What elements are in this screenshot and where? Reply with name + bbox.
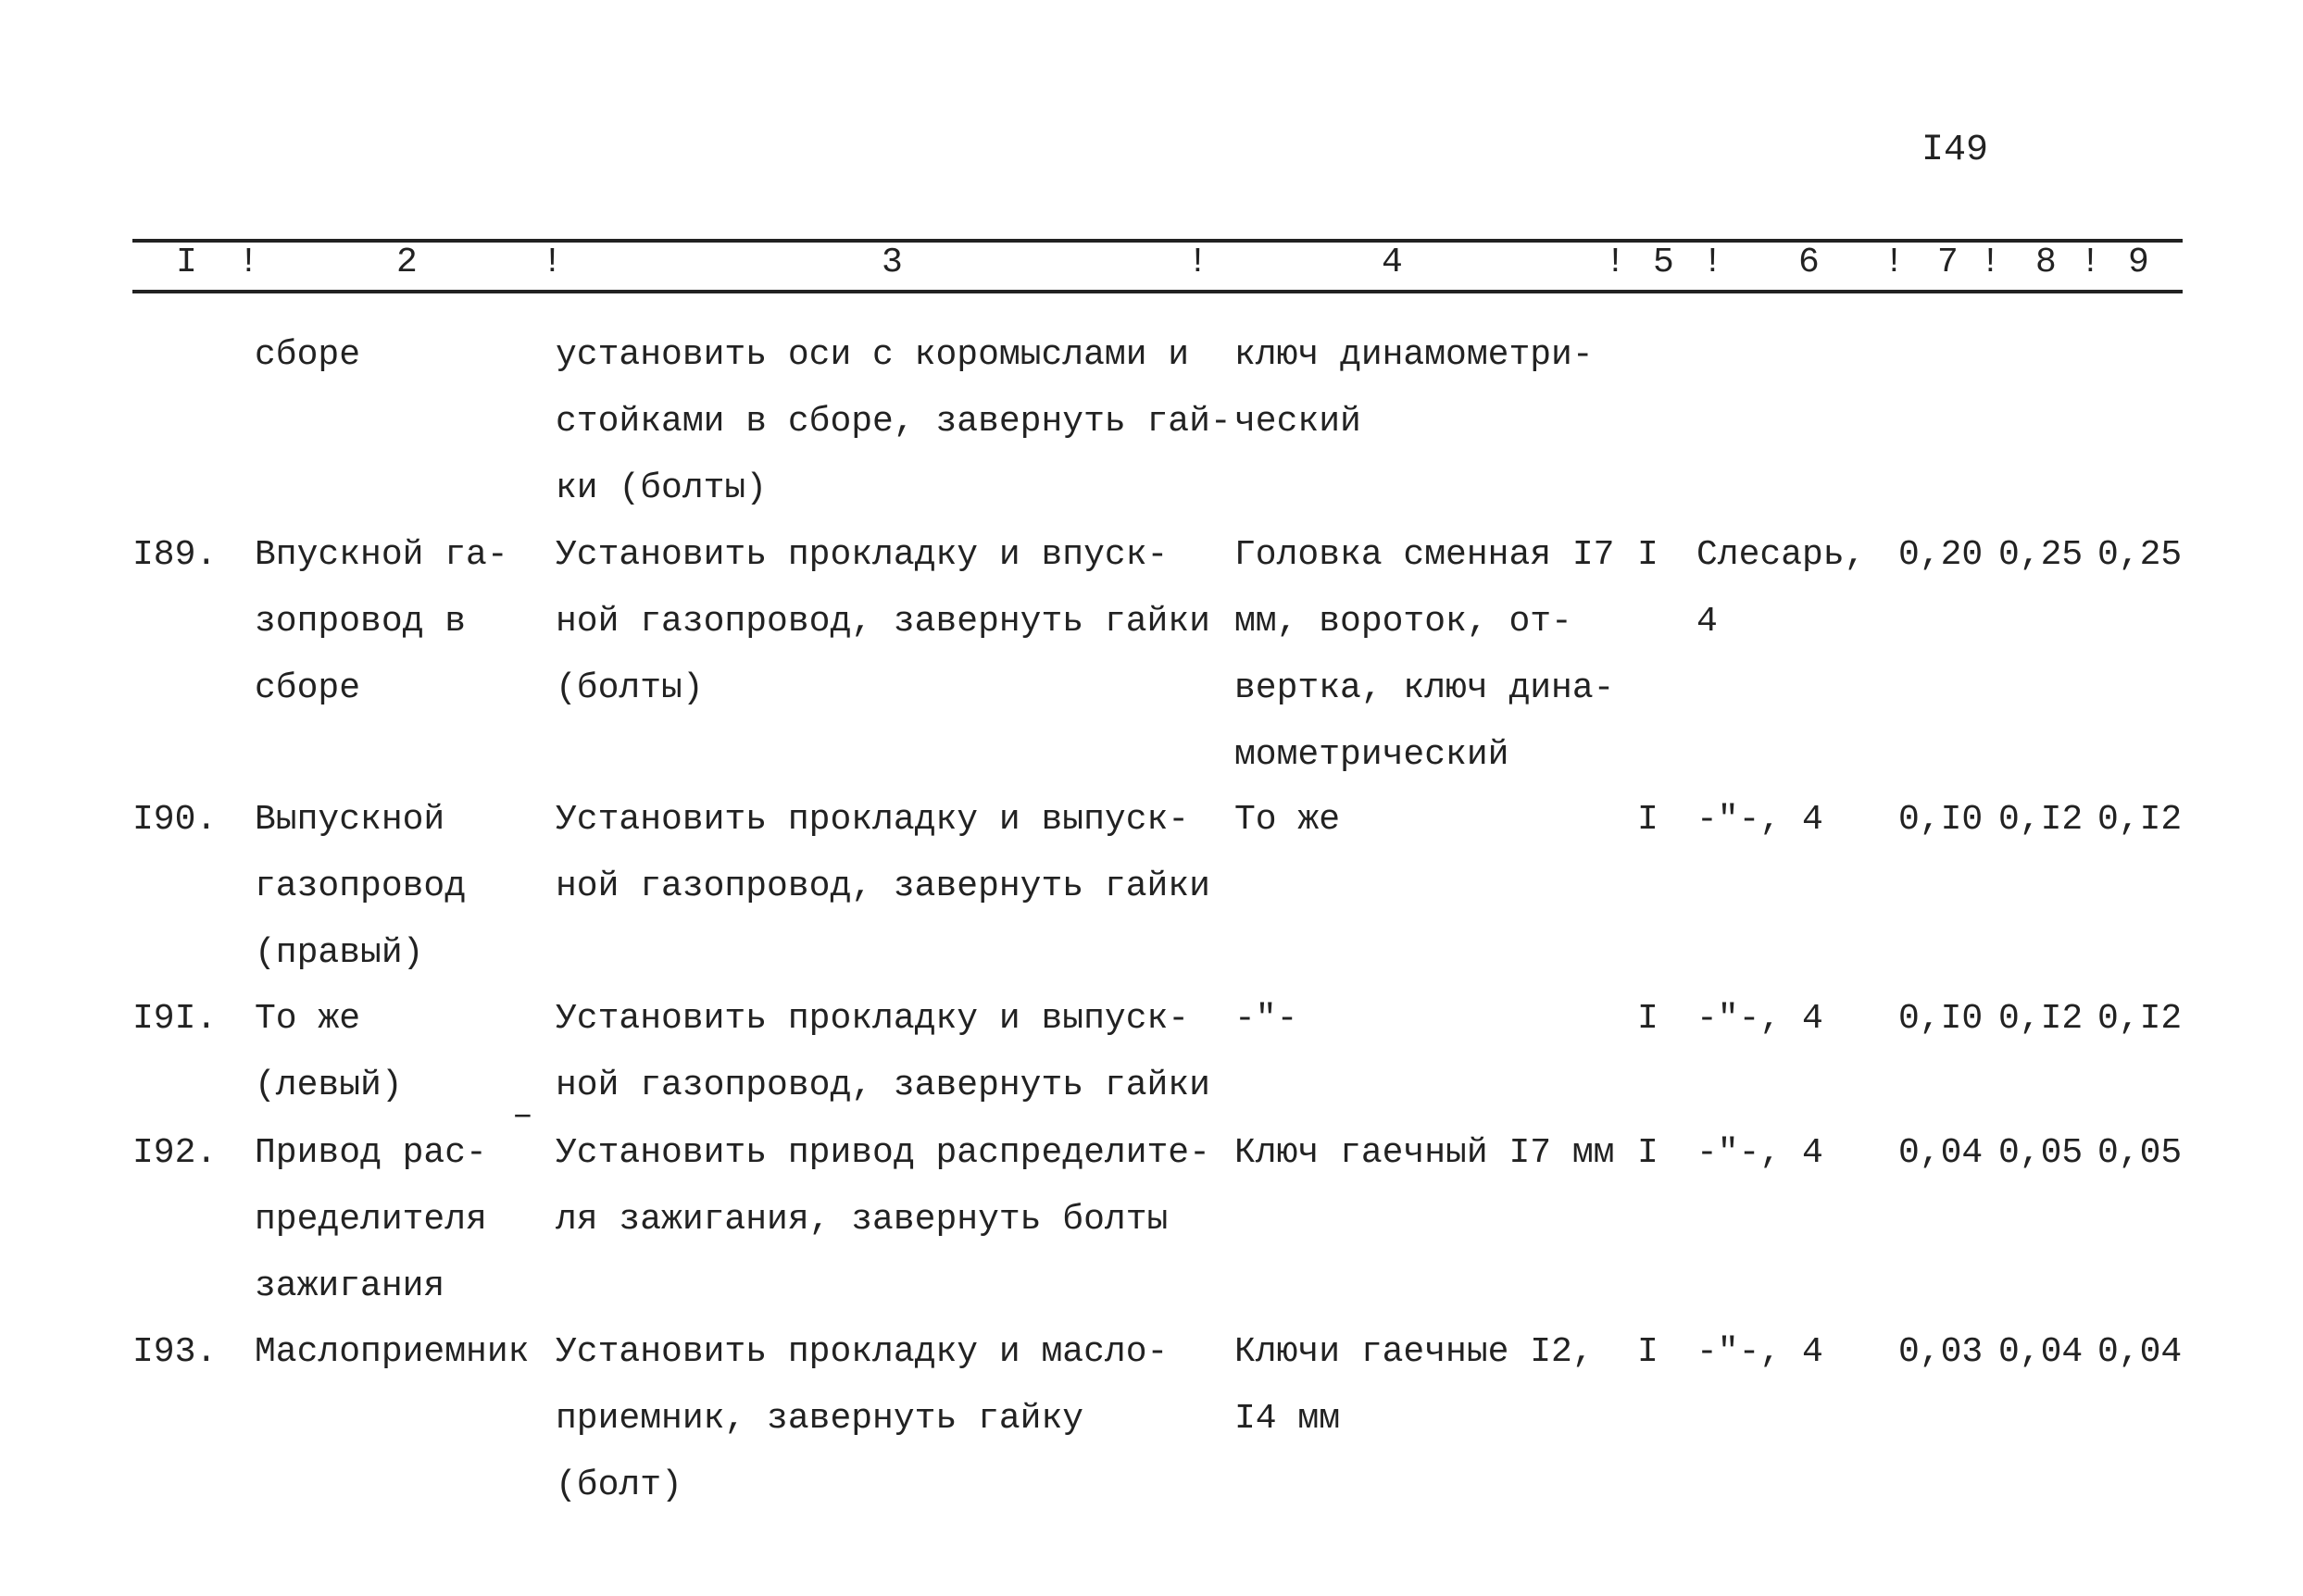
row-col6: -"-, 4 bbox=[1696, 800, 1823, 840]
page-number: I49 bbox=[1921, 130, 1989, 171]
row-col9: 0,25 bbox=[2097, 535, 2183, 575]
row-col8: 0,25 bbox=[1998, 535, 2084, 575]
row-number: I90. bbox=[132, 800, 218, 840]
row-name: Впускной га- зопровод в сборе bbox=[255, 535, 508, 708]
row-col5: I bbox=[1637, 535, 1658, 575]
row-operation: Установить прокладку и впуск- ной газопровод, завернуть гайки (болты) bbox=[556, 535, 1210, 708]
header-col-3: 3 bbox=[882, 243, 903, 282]
row-col5: I bbox=[1637, 1133, 1658, 1173]
row-col7: 0,20 bbox=[1898, 535, 1984, 575]
header-separator: ! bbox=[1884, 243, 1905, 282]
row-name: сборе bbox=[255, 335, 361, 375]
row-name: То же (левый) bbox=[255, 999, 403, 1105]
header-separator: ! bbox=[2080, 243, 2101, 282]
row-tools: -"- bbox=[1234, 999, 1298, 1039]
row-col9: 0,04 bbox=[2097, 1332, 2183, 1372]
header-separator: ! bbox=[542, 243, 563, 282]
header-col-4: 4 bbox=[1382, 243, 1403, 282]
row-tools: Головка сменная I7 мм, вороток, от- вертка, ключ дина- мометрический bbox=[1234, 535, 1615, 775]
header-separator: ! bbox=[1187, 243, 1208, 282]
row-tools: Ключ гаечный I7 мм bbox=[1234, 1133, 1615, 1173]
row-number: I89. bbox=[132, 535, 218, 575]
stray-dash-mark: – bbox=[512, 1096, 533, 1136]
row-col9: 0,I2 bbox=[2097, 800, 2183, 840]
header-separator: ! bbox=[1702, 243, 1723, 282]
row-col6: -"-, 4 bbox=[1696, 1133, 1823, 1173]
row-col8: 0,I2 bbox=[1998, 999, 2084, 1039]
header-col-8: 8 bbox=[2035, 243, 2057, 282]
row-col7: 0,03 bbox=[1898, 1332, 1984, 1372]
row-number: I9I. bbox=[132, 999, 218, 1039]
header-col-6: 6 bbox=[1798, 243, 1820, 282]
row-tools: Ключи гаечные I2, I4 мм bbox=[1234, 1332, 1594, 1439]
header-bottom-rule bbox=[132, 290, 2183, 293]
row-col5: I bbox=[1637, 800, 1658, 840]
row-col5: I bbox=[1637, 1332, 1658, 1372]
row-tools: ключ динамометри- ческий bbox=[1234, 335, 1594, 442]
row-col8: 0,04 bbox=[1998, 1332, 2084, 1372]
table-header bbox=[0, 243, 2303, 287]
row-operation: установить оси с коромыслами и стойками в сборе, завернуть гай- ки (болты) bbox=[556, 335, 1232, 508]
row-col6: -"-, 4 bbox=[1696, 1332, 1823, 1372]
row-col9: 0,05 bbox=[2097, 1133, 2183, 1173]
row-name: Выпускной газопровод (правый) bbox=[255, 800, 467, 973]
row-tools: То же bbox=[1234, 800, 1341, 840]
row-operation: Установить прокладку и выпуск- ной газопровод, завернуть гайки bbox=[556, 800, 1210, 906]
row-name: Маслоприемник bbox=[255, 1332, 530, 1372]
row-name: Привод рас- пределителя зажигания bbox=[255, 1133, 487, 1306]
row-col6: -"-, 4 bbox=[1696, 999, 1823, 1039]
header-separator: ! bbox=[1980, 243, 2001, 282]
header-separator: ! bbox=[1605, 243, 1626, 282]
header-col-7: 7 bbox=[1937, 243, 1959, 282]
row-number: I92. bbox=[132, 1133, 218, 1173]
row-operation: Установить прокладку и выпуск- ной газопровод, завернуть гайки bbox=[556, 999, 1210, 1105]
row-col7: 0,04 bbox=[1898, 1133, 1984, 1173]
header-col-5: 5 bbox=[1653, 243, 1674, 282]
row-number: I93. bbox=[132, 1332, 218, 1372]
header-col-1: I bbox=[176, 243, 197, 282]
row-col9: 0,I2 bbox=[2097, 999, 2183, 1039]
row-col8: 0,I2 bbox=[1998, 800, 2084, 840]
row-col7: 0,I0 bbox=[1898, 800, 1984, 840]
row-col6: Слесарь, 4 bbox=[1696, 535, 1866, 642]
row-operation: Установить привод распределите- ля зажигания, завернуть болты bbox=[556, 1133, 1210, 1240]
row-col5: I bbox=[1637, 999, 1658, 1039]
row-col8: 0,05 bbox=[1998, 1133, 2084, 1173]
row-operation: Установить прокладку и масло- приемник, завернуть гайку (болт) bbox=[556, 1332, 1169, 1505]
header-separator: ! bbox=[238, 243, 259, 282]
header-col-9: 9 bbox=[2128, 243, 2149, 282]
header-col-2: 2 bbox=[396, 243, 418, 282]
row-col7: 0,I0 bbox=[1898, 999, 1984, 1039]
